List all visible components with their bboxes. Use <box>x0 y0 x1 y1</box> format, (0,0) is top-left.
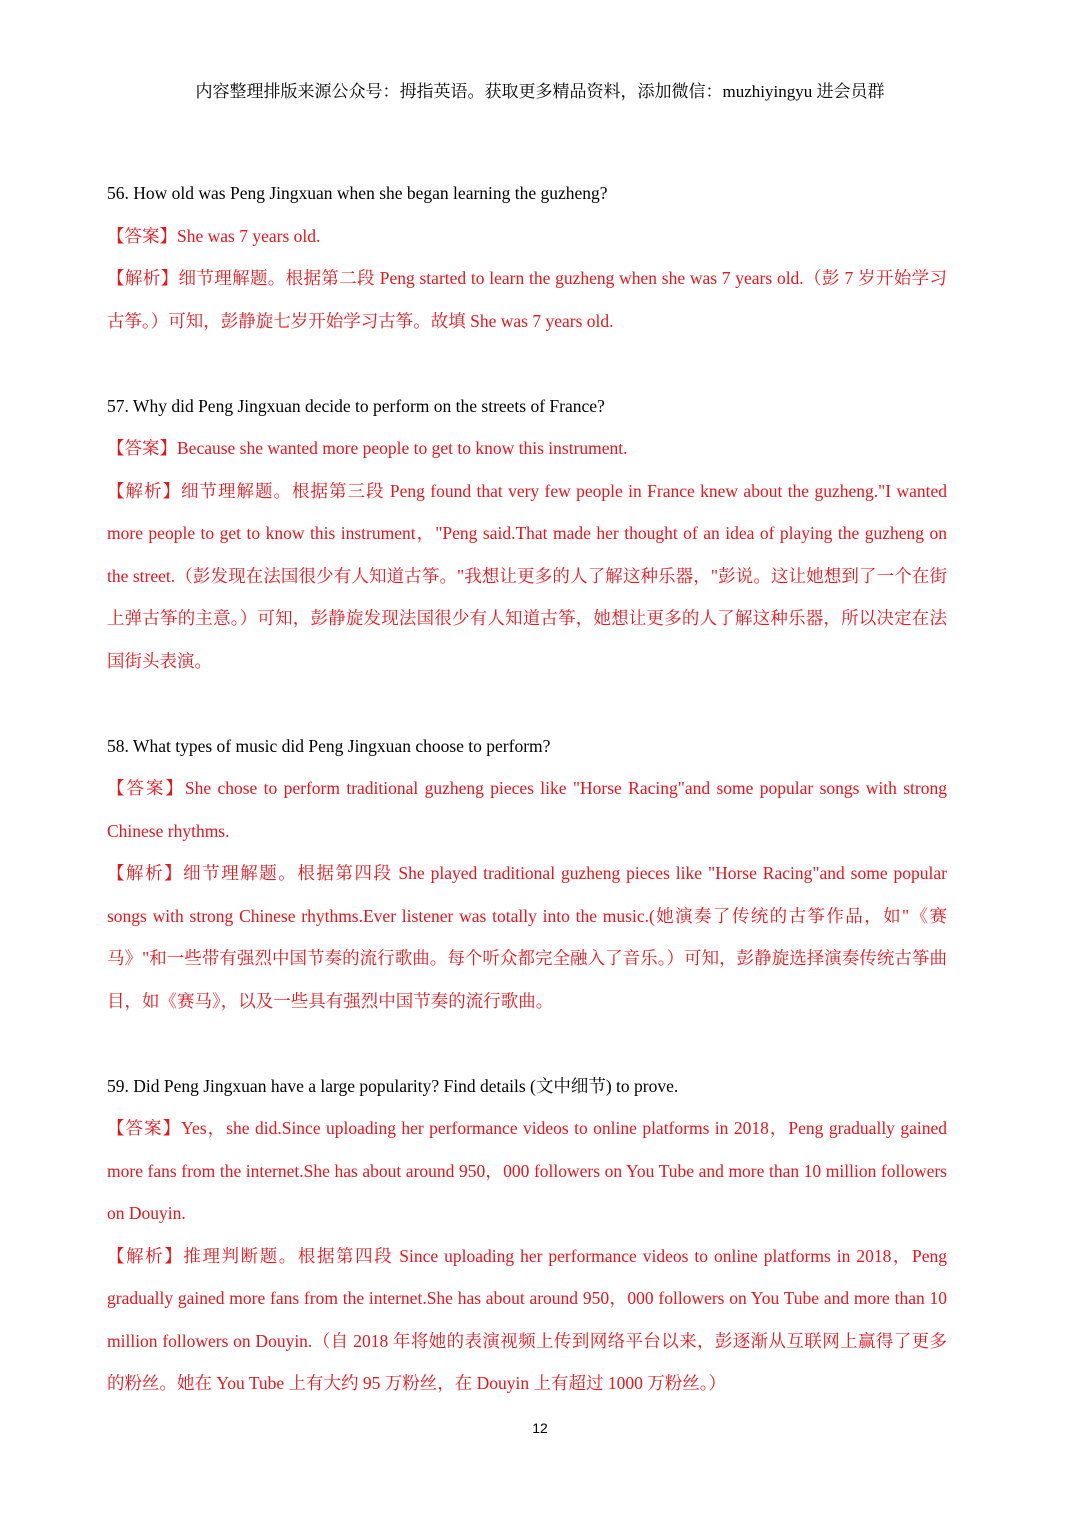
page-header: 内容整理排版来源公众号：拇指英语。获取更多精品资料，添加微信：muzhiyingyu 进会员群 <box>195 82 885 101</box>
question-block-57 <box>107 385 947 683</box>
question-text: 57. Why did Peng Jingxuan decide to perform on the streets of France? <box>107 395 605 416</box>
question-text: 58. What types of music did Peng Jingxuan choose to perform? <box>107 735 551 756</box>
question-block-56 <box>107 172 947 342</box>
question-block-59 <box>107 1065 947 1405</box>
analysis-text: 【解析】推理判断题。根据第四段 Since uploading her performance videos to online platforms in 2018，Peng gradually gained more fans from the internet.She has about around 950，000 followers on You Tube and more than 10 million followers on Douyin.（自 2018 年将她的表演视频上传到网络平台以来，彭逐渐从互联网上赢得了更多的粉丝。她在 You Tube 上有大约 95 万粉丝，在 Douyin 上有超过 1000 万粉丝。） <box>107 1245 947 1393</box>
analysis-text: 【解析】细节理解题。根据第二段 Peng started to learn the guzheng when she was 7 years old.（彭 7 岁开始学习古筝。）可知，彭静旋七岁开始学习古筝。故填 She was 7 years old. <box>107 268 947 331</box>
analysis-text: 【解析】细节理解题。根据第三段 Peng found that very few people in France knew about the guzheng."I wanted more people to get to know this instrument，"Peng said.That made her thought of an idea of playing the guzheng on the street.（彭发现在法国很少有人知道古筝。"我想让更多的人了解这种乐器，"彭说。这让她想到了一个在街上弹古筝的主意。）可知，彭静旋发现法国很少有人知道古筝，她想让更多的人了解这种乐器，所以决定在法国街头表演。 <box>107 480 947 671</box>
spacer <box>107 1022 947 1065</box>
question-block-58 <box>107 725 947 1023</box>
document-body <box>107 172 947 1405</box>
answer-text: 【答案】Because she wanted more people to get to know this instrument. <box>107 438 628 458</box>
answer-text: 【答案】She was 7 years old. <box>107 225 321 246</box>
spacer <box>107 342 947 385</box>
answer-text: 【答案】Yes，she did.Since uploading her performance videos to online platforms in 2018，Peng gradually gained more fans from the internet.She has about around 950，000 followers on You Tube and more than 10 million followers on Douyin. <box>107 1118 947 1223</box>
question-text: 59. Did Peng Jingxuan have a large popularity? Find details (文中细节) to prove. <box>107 1075 679 1096</box>
question-text: 56. How old was Peng Jingxuan when she began learning the guzheng? <box>107 183 608 203</box>
spacer <box>107 682 947 725</box>
page-number: 12 <box>532 1420 548 1436</box>
answer-text: 【答案】She chose to perform traditional guzheng pieces like "Horse Racing"and some popular songs with strong Chinese rhythms. <box>107 778 947 841</box>
analysis-text: 【解析】细节理解题。根据第四段 She played traditional guzheng pieces like "Horse Racing"and some popular songs with strong Chinese rhythms.Ever listener was totally into the music.(她演奏了传统的古筝作品，如"《赛马》"和一些带有强烈中国节奏的流行歌曲。每个听众都完全融入了音乐。）可知，彭静旋选择演奏传统古筝曲目，如《赛马》，以及一些具有强烈中国节奏的流行歌曲。 <box>107 863 947 1011</box>
